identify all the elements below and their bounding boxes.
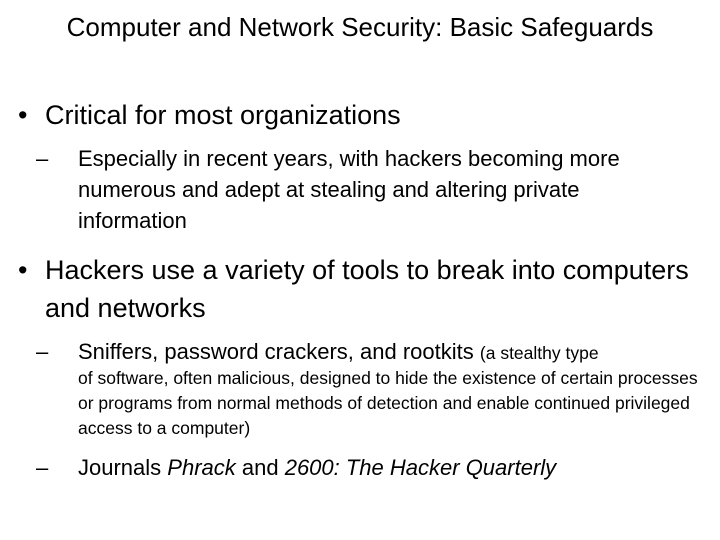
- sub-bullet-prefix: Journals: [78, 455, 168, 480]
- sub-bullet-conjunction: and: [235, 455, 285, 480]
- sub-bullet-item: [36, 452, 676, 483]
- bullet-text: Hackers use a variety of tools to break into computers and networks: [45, 255, 689, 323]
- sub-bullet-main-text: Sniffers, password crackers, and rootkits: [78, 339, 474, 364]
- bullet-marker: •: [18, 100, 28, 130]
- sub-bullet-marker: –: [36, 146, 49, 171]
- bullet-marker: •: [18, 255, 28, 285]
- sub-bullet-note-continued: of software, often malicious, designed to hide the existence of certain processes or programs from normal methods of detection and enable continued privileged access to a computer): [78, 368, 698, 438]
- sub-bullet-item: [36, 143, 676, 236]
- sub-bullet-item: [36, 336, 676, 367]
- bullet-item: [18, 251, 698, 327]
- sub-bullet-text-line: [78, 452, 676, 483]
- bullet-item: [18, 96, 698, 134]
- sub-bullet-marker: –: [36, 339, 49, 364]
- journal-title-2600: 2600: The Hacker Quarterly: [284, 455, 557, 480]
- journal-title-phrack: Phrack: [167, 455, 236, 480]
- sub-bullet-note-inline: (a stealthy type: [479, 343, 599, 363]
- sub-bullet-text-line: [78, 336, 676, 367]
- sub-bullet-marker: –: [36, 455, 49, 480]
- bullet-text: Critical for most organizations: [45, 100, 401, 130]
- sub-bullet-text: Especially in recent years, with hackers becoming more numerous and adept at stealing and altering private information: [78, 146, 620, 233]
- slide-title: Computer and Network Security: Basic Safeguards: [66, 12, 654, 42]
